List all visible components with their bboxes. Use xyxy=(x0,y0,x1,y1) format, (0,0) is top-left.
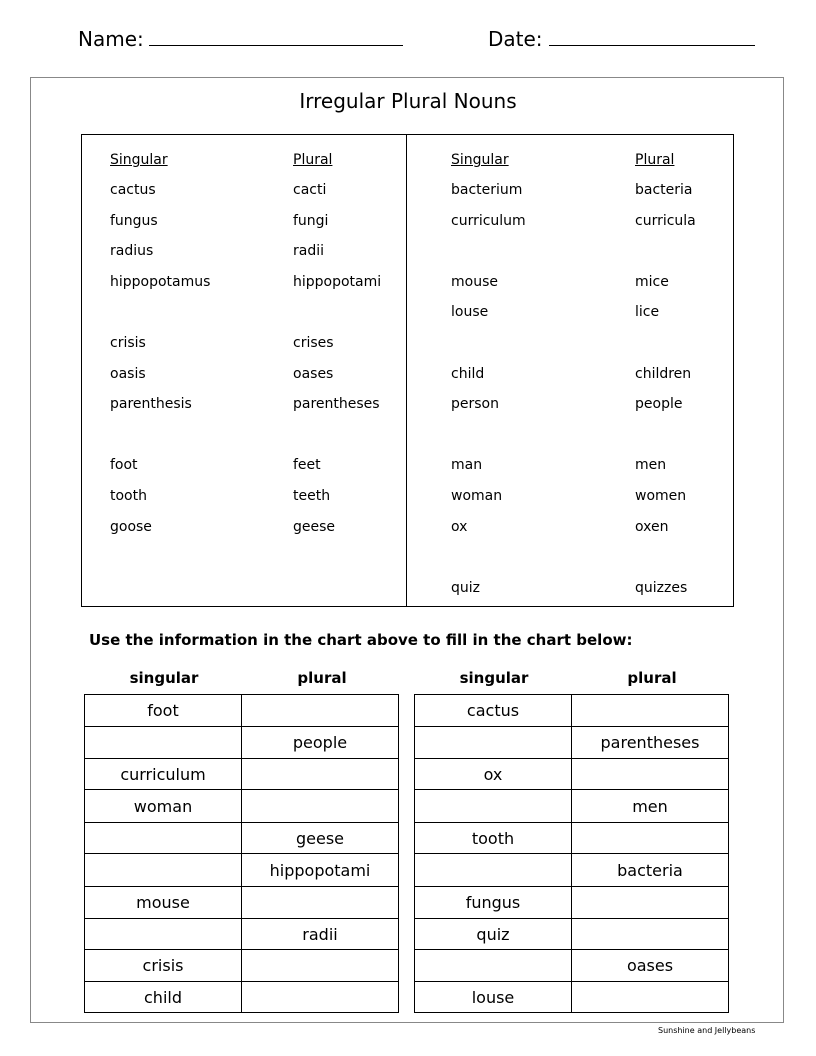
reference-singular-word: fungus xyxy=(110,212,158,229)
date-input-line[interactable] xyxy=(549,45,755,46)
reference-plural-word: crises xyxy=(293,335,334,351)
exercise-singular-given: foot xyxy=(85,695,242,727)
exercise-plural-given: bacteria xyxy=(572,854,729,887)
reference-plural-word: feet xyxy=(293,457,321,474)
reference-plural-word: bacteria xyxy=(635,182,693,198)
exercise-row xyxy=(415,790,729,823)
exercise-plural-blank[interactable] xyxy=(572,919,729,950)
exercise-plural-given: radii xyxy=(242,919,399,950)
exercise-row xyxy=(415,823,729,854)
exercise-left-plural-header: plural xyxy=(297,669,347,687)
exercise-singular-blank[interactable] xyxy=(85,823,242,854)
exercise-plural-given: oases xyxy=(572,950,729,982)
reference-plural-word: lice xyxy=(635,304,660,321)
exercise-plural-blank[interactable] xyxy=(242,950,399,982)
exercise-singular-given: tooth xyxy=(415,823,572,854)
reference-right-plural-header: Plural xyxy=(635,152,675,168)
exercise-row xyxy=(85,982,399,1013)
exercise-singular-blank[interactable] xyxy=(85,727,242,759)
reference-singular-word: parenthesis xyxy=(110,396,192,413)
instructions: Use the information in the chart above to fill in the chart below: xyxy=(89,631,633,649)
reference-singular-word: woman xyxy=(451,488,503,504)
exercise-row xyxy=(85,887,399,919)
exercise-row xyxy=(415,887,729,919)
reference-singular-word: oasis xyxy=(110,365,146,382)
reference-singular-word: curriculum xyxy=(451,212,526,229)
exercise-row xyxy=(415,950,729,982)
exercise-row xyxy=(85,759,399,790)
reference-singular-word: child xyxy=(451,365,485,382)
exercise-plural-blank[interactable] xyxy=(242,695,399,727)
exercise-singular-blank[interactable] xyxy=(415,950,572,982)
exercise-row xyxy=(85,695,399,727)
exercise-table-left xyxy=(84,694,399,1013)
reference-plural-word: radii xyxy=(293,243,325,260)
reference-singular-word: cactus xyxy=(110,182,156,198)
exercise-singular-given: crisis xyxy=(85,950,242,982)
reference-left-singular-header: Singular xyxy=(110,152,168,168)
exercise-singular-given: mouse xyxy=(85,887,242,919)
exercise-right-plural-header: plural xyxy=(627,669,677,687)
exercise-plural-blank[interactable] xyxy=(572,695,729,727)
exercise-singular-given: fungus xyxy=(415,887,572,919)
exercise-row xyxy=(85,950,399,982)
exercise-row xyxy=(85,727,399,759)
reference-plural-word: mice xyxy=(635,273,669,290)
exercise-singular-given: curriculum xyxy=(85,759,242,790)
reference-plural-word: cacti xyxy=(293,182,327,198)
reference-plural-word: teeth xyxy=(293,488,331,504)
exercise-row xyxy=(415,759,729,790)
exercise-row xyxy=(415,727,729,759)
name-input-line[interactable] xyxy=(149,45,403,46)
reference-singular-word: radius xyxy=(110,243,154,260)
exercise-row xyxy=(415,695,729,727)
reference-plural-word: geese xyxy=(293,518,336,535)
reference-plural-word: fungi xyxy=(293,212,329,229)
reference-singular-word: man xyxy=(451,457,483,474)
exercise-left-singular-header: singular xyxy=(129,669,199,687)
exercise-plural-given: men xyxy=(572,790,729,823)
reference-singular-word: mouse xyxy=(451,273,498,290)
exercise-row xyxy=(85,823,399,854)
exercise-plural-given: people xyxy=(242,727,399,759)
reference-singular-word: bacterium xyxy=(451,182,523,198)
exercise-plural-blank[interactable] xyxy=(242,982,399,1013)
exercise-row xyxy=(85,854,399,887)
exercise-singular-blank[interactable] xyxy=(415,854,572,887)
footer-credit: Sunshine and Jellybeans xyxy=(658,1026,756,1035)
exercise-row xyxy=(85,790,399,823)
exercise-row xyxy=(415,982,729,1013)
reference-plural-word: men xyxy=(635,457,667,474)
reference-singular-word: quiz xyxy=(451,579,480,596)
exercise-singular-given: woman xyxy=(85,790,242,823)
reference-plural-word: oxen xyxy=(635,518,669,535)
exercise-singular-blank[interactable] xyxy=(415,790,572,823)
exercise-right-singular-header: singular xyxy=(459,669,529,687)
exercise-singular-given: louse xyxy=(415,982,572,1013)
reference-chart-divider xyxy=(406,134,407,607)
reference-singular-word: person xyxy=(451,396,499,413)
reference-singular-word: tooth xyxy=(110,488,147,504)
reference-singular-word: goose xyxy=(110,518,152,535)
worksheet-title: Irregular Plural Nouns xyxy=(299,89,517,113)
reference-left-plural-header: Plural xyxy=(293,152,333,168)
reference-plural-word: children xyxy=(635,365,692,382)
exercise-plural-blank[interactable] xyxy=(242,887,399,919)
reference-singular-word: hippopotamus xyxy=(110,273,211,290)
exercise-singular-given: child xyxy=(85,982,242,1013)
exercise-plural-blank[interactable] xyxy=(572,823,729,854)
reference-plural-word: women xyxy=(635,488,687,504)
date-label: Date: xyxy=(488,27,543,51)
reference-singular-word: ox xyxy=(451,518,468,535)
reference-singular-word: louse xyxy=(451,304,489,321)
exercise-plural-blank[interactable] xyxy=(242,790,399,823)
exercise-singular-blank[interactable] xyxy=(85,919,242,950)
reference-plural-word: quizzes xyxy=(635,579,688,596)
exercise-row xyxy=(85,919,399,950)
exercise-plural-given: geese xyxy=(242,823,399,854)
reference-plural-word: parentheses xyxy=(293,396,380,413)
exercise-plural-blank[interactable] xyxy=(572,887,729,919)
exercise-plural-blank[interactable] xyxy=(572,982,729,1013)
exercise-plural-given: parentheses xyxy=(572,727,729,759)
reference-plural-word: curricula xyxy=(635,212,696,229)
exercise-plural-blank[interactable] xyxy=(572,759,729,790)
exercise-plural-given: hippopotami xyxy=(242,854,399,887)
exercise-row xyxy=(415,854,729,887)
exercise-plural-blank[interactable] xyxy=(242,759,399,790)
exercise-singular-given: ox xyxy=(415,759,572,790)
name-label: Name: xyxy=(78,27,144,51)
reference-singular-word: crisis xyxy=(110,335,146,351)
exercise-singular-given: cactus xyxy=(415,695,572,727)
reference-singular-word: foot xyxy=(110,457,138,474)
reference-right-singular-header: Singular xyxy=(451,152,509,168)
exercise-singular-given: quiz xyxy=(415,919,572,950)
reference-plural-word: hippopotami xyxy=(293,273,382,290)
exercise-singular-blank[interactable] xyxy=(85,854,242,887)
reference-plural-word: oases xyxy=(293,365,334,382)
exercise-row xyxy=(415,919,729,950)
exercise-singular-blank[interactable] xyxy=(415,727,572,759)
reference-plural-word: people xyxy=(635,396,683,413)
exercise-table-right xyxy=(414,694,729,1013)
